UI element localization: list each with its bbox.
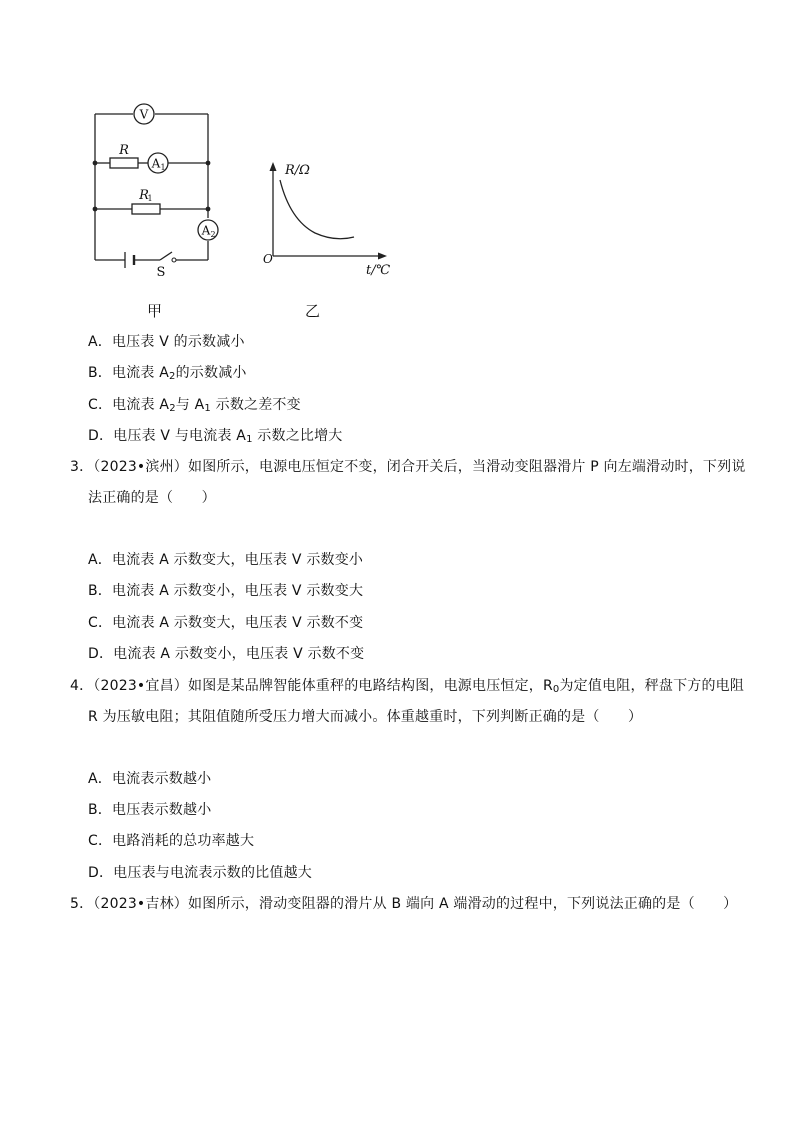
x-axis-arrow-icon	[378, 253, 387, 260]
q4-stem-line1: 4．（2023•宜昌）如图是某品牌智能体重秤的电路结构图，电源电压恒定，$R_0$为定值电阻，秤盘下方的电阻	[70, 678, 745, 695]
y-axis-label: R/Ω	[285, 163, 310, 178]
q4-option-c: C．电路消耗的总功率越大	[88, 833, 255, 849]
resistor-r-label: R	[119, 143, 129, 158]
q2-option-a: A．电压表 V 的示数减小	[88, 334, 245, 350]
x-axis-label: t/℃	[366, 263, 391, 278]
q3-stem-line1: 3．（2023•滨州）如图所示，电源电压恒定不变，闭合开关后，当滑动变阻器滑片 P 向左端滑动时，下列说	[70, 459, 746, 475]
voltmeter-icon	[134, 104, 154, 124]
switch-label: S	[156, 265, 166, 280]
q4-option-d: D．电压表与电流表示数的比值越大	[88, 865, 312, 881]
q2-option-c: C．电流表 $A_2$与 $A_1$ 示数之差不变	[88, 397, 301, 414]
circuit-diagram	[88, 100, 228, 280]
q5-stem-line1: 5．（2023•吉林）如图所示，滑动变阻器的滑片从 B 端向 A 端滑动的过程中，下列说法正确的是（ ）	[70, 896, 738, 912]
svg-text:1: 1	[147, 194, 153, 203]
origin-label: O	[263, 252, 273, 266]
figure-caption-jia: 甲	[147, 302, 163, 320]
svg-text:1: 1	[160, 163, 166, 172]
q4-option-b: B．电压表示数越小	[88, 802, 212, 818]
resistance-temperature-graph	[255, 150, 400, 280]
y-axis-arrow-icon	[270, 162, 277, 171]
switch-contact	[172, 258, 176, 262]
q3-option-c: C．电流表 A 示数变大，电压表 V 示数不变	[88, 615, 364, 631]
q3-option-d: D．电流表 A 示数变小，电压表 V 示数不变	[88, 646, 365, 662]
ammeter-a2-icon	[198, 220, 218, 240]
svg-text:A: A	[201, 223, 211, 238]
svg-text:A: A	[151, 156, 161, 171]
q2-option-d: D．电压表 V 与电流表 $A_1$ 示数之比增大	[88, 428, 343, 445]
ammeter-a1-icon	[148, 153, 168, 173]
q3-option-b: B．电流表 A 示数变小，电压表 V 示数变大	[88, 583, 364, 599]
resistor-r1-label: R	[139, 188, 149, 203]
figure-caption-yi: 乙	[305, 302, 321, 320]
svg-text:V: V	[139, 107, 149, 122]
q3-stem-line2: 法正确的是（ ）	[88, 490, 216, 506]
svg-text:2: 2	[210, 230, 216, 239]
q2-option-b: B．电流表 $A_2$的示数减小	[88, 365, 247, 382]
q4-stem-line2: R 为压敏电阻；其阻值随所受压力增大而减小。体重越重时，下列判断正确的是（ ）	[88, 709, 643, 725]
q3-option-a: A．电流表 A 示数变大，电压表 V 示数变小	[88, 552, 364, 568]
q4-option-a: A．电流表示数越小	[88, 771, 212, 787]
